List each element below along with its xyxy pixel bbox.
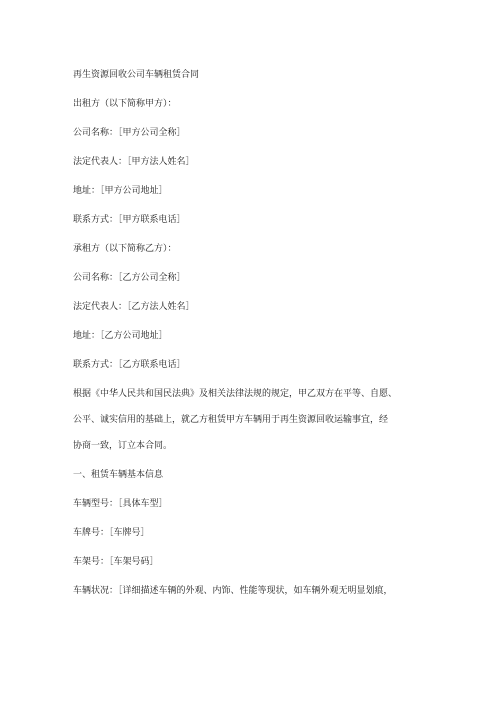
- vin-number: 车架号：［车架号码］: [73, 557, 159, 567]
- section-heading-vehicle-info: 一、租赁车辆基本信息: [73, 470, 164, 480]
- lessor-heading: 出租方（以下简称甲方）：: [73, 99, 177, 109]
- lessee-contact: 联系方式：［乙方联系电话］: [73, 360, 186, 370]
- lessee-company: 公司名称：［乙方公司全称］: [73, 273, 186, 283]
- contract-title: 再生资源回收公司车辆租赁合同: [73, 70, 200, 80]
- preamble-line-3: 协商一致，订立本合同。: [73, 441, 173, 451]
- lessee-address: 地址：［乙方公司地址］: [73, 331, 168, 341]
- lessee-heading: 承租方（以下简称乙方）：: [73, 244, 177, 254]
- document-body: [73, 69, 428, 597]
- vehicle-model: 车辆型号：［具体车型］: [73, 499, 168, 509]
- plate-number: 车牌号：［车牌号］: [73, 528, 150, 538]
- lessor-representative: 法定代表人：［甲方法人姓名］: [73, 157, 195, 167]
- lessor-company: 公司名称：［甲方公司全称］: [73, 128, 186, 138]
- lessee-representative: 法定代表人：［乙方法人姓名］: [73, 302, 195, 312]
- lessor-contact: 联系方式：［甲方联系电话］: [73, 215, 186, 225]
- preamble-line-1: 根据《中华人民共和国民法典》及相关法律法规的规定，甲乙双方在平等、自愿、: [73, 389, 398, 399]
- lessor-address: 地址：［甲方公司地址］: [73, 186, 168, 196]
- vehicle-condition: 车辆状况：［详细描述车辆的外观、内饰、性能等现状，如车辆外观无明显划痕，: [73, 586, 393, 596]
- preamble-line-2: 公平、诚实信用的基础上，就乙方租赁甲方车辆用于再生资源回收运输事宜，经: [73, 415, 389, 425]
